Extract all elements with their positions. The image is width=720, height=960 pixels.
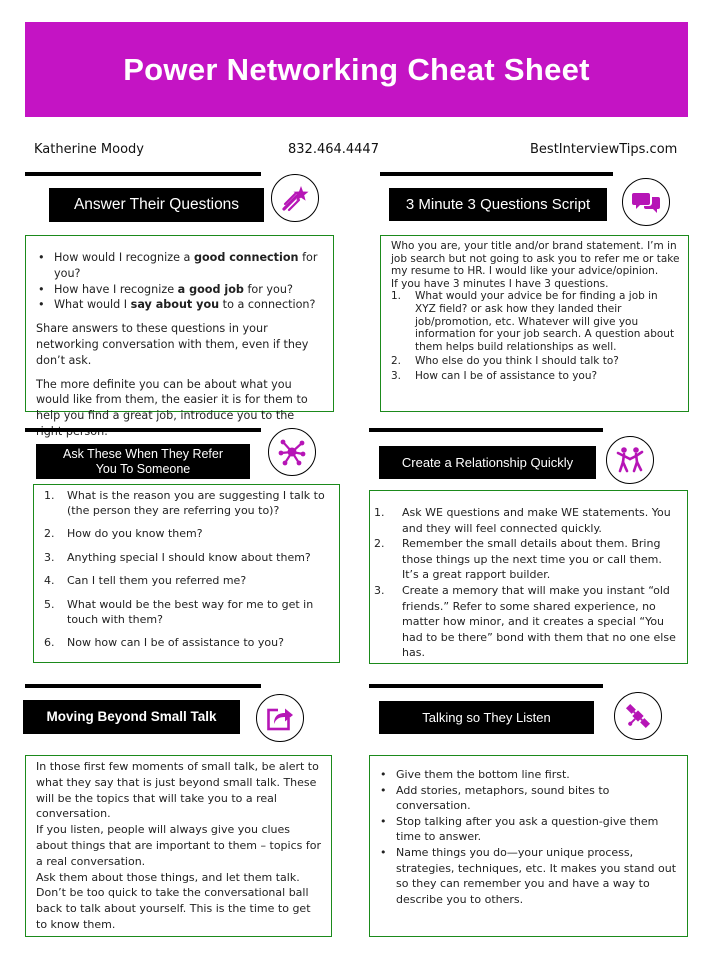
list-item: • How have I recognize a good job for you? [36, 282, 323, 298]
contact-name: Katherine Moody [34, 142, 144, 157]
shooting-star-icon [271, 174, 319, 222]
section-heading: Answer Their Questions [49, 188, 264, 222]
list-item: • Give them the bottom line first. [378, 767, 679, 783]
list-item: 2. Remember the small details about them. Bring those things up the next time you or call them. It’s a great rapport builder. [374, 537, 662, 582]
paragraph: If you listen, people will always give you clues about things that are important to them – topics for a real conversation. [36, 823, 322, 868]
refer-list [44, 489, 331, 651]
section-heading: Moving Beyond Small Talk [23, 700, 240, 734]
list-item: 3. How can I be of assistance to you? [391, 369, 598, 382]
list-item: 1. What is the reason you are suggesting I talk to (the person they are referring you to)? [44, 489, 325, 517]
section-divider [25, 684, 261, 688]
network-hub-icon [268, 428, 316, 476]
share-arrow-icon [256, 694, 304, 742]
section-heading: Create a Relationship Quickly [379, 446, 596, 479]
answer-questions-box [25, 235, 334, 423]
list-item: • How would I recognize a good connection for you? [36, 250, 323, 282]
section-divider [25, 172, 261, 176]
contact-phone: 832.464.4447 [288, 142, 379, 157]
speech-bubbles-icon [622, 178, 670, 226]
paragraph: If you have 3 minutes I have 3 questions. [391, 277, 609, 290]
script-list [391, 290, 680, 382]
list-item: 3. Create a memory that will make you instant “old friends.” Refer to some shared experience, no matter how minor, and it creates a special “You had to be there” bond with them that no one else has. [374, 583, 676, 660]
paragraph: Share answers to these questions in your networking conversation with them, even if they don’t ask. [36, 322, 309, 367]
section-divider [380, 172, 613, 176]
paragraph: In those first few moments of small talk, be alert to what they say that is just beyond small talk. These will be the topics that will take you to a real conversation. [36, 760, 319, 821]
heading-line: You To Someone [95, 461, 191, 476]
listen-box [369, 755, 688, 937]
section-heading [36, 444, 250, 479]
relationship-box [369, 490, 688, 664]
contact-website: BestInterviewTips.com [530, 142, 678, 157]
script-box [380, 235, 689, 412]
paragraph: Ask them about those things, and let them talk. [36, 870, 300, 884]
dancing-people-icon [606, 436, 654, 484]
section-divider [369, 684, 603, 688]
question-list [36, 250, 323, 313]
list-item: 6. Now how can I be of assistance to you? [44, 636, 284, 650]
listen-list [378, 767, 679, 907]
list-item: • Stop talking after you ask a question-give them time to answer. [378, 814, 679, 845]
satellite-icon [614, 692, 662, 740]
page-title: Power Networking Cheat Sheet [123, 51, 590, 87]
list-item: 2. Who else do you think I should talk to? [391, 355, 619, 368]
paragraph: Who you are, your title and/or brand statement. I’m in job search but not going to ask you to refer me or take my resume to HR. I would like your advice/opinion. [391, 240, 680, 278]
list-item: • Add stories, metaphors, sound bites to conversation. [378, 783, 679, 814]
section-heading: 3 Minute 3 Questions Script [389, 188, 607, 221]
list-item: 1. What would your advice be for finding a job in XYZ field? or ask how they landed their job/promotion, etc. Whatever will give you information for your job search. A question about them helps build relationships as well. [391, 290, 675, 353]
title-banner [25, 22, 688, 117]
list-item: 2. How do you know them? [44, 527, 203, 541]
list-item: • Name things you do—your unique process, strategies, techniques, etc. It makes you stand out so they can remember you and have a way to describe you to others. [378, 845, 679, 907]
list-item: 1. Ask WE questions and make WE statements. You and they will feel connected quickly. [374, 506, 671, 535]
list-item: 5. What would be the best way for me to get in touch with them? [44, 597, 314, 626]
paragraph: The more definite you can be about what you would like from them, the easier it is for them to help you find a great job, introduce you to the [36, 377, 308, 423]
section-heading: Talking so They Listen [379, 701, 594, 734]
paragraph: Don’t be too quick to take the conversational ball back to talk about yourself. This is the time to get to know them. [36, 886, 311, 931]
list-item: • What would I say about you to a connection? [36, 297, 323, 313]
section-divider [25, 428, 261, 432]
list-item: 3. Anything special I should know about them? [44, 550, 311, 564]
small-talk-box [25, 755, 332, 937]
refer-questions-box [33, 484, 340, 663]
list-item: 4. Can I tell them you referred me? [44, 574, 247, 588]
heading-line: Ask These When They Refer [62, 446, 224, 461]
section-divider [369, 428, 603, 432]
relationship-list [374, 505, 679, 661]
